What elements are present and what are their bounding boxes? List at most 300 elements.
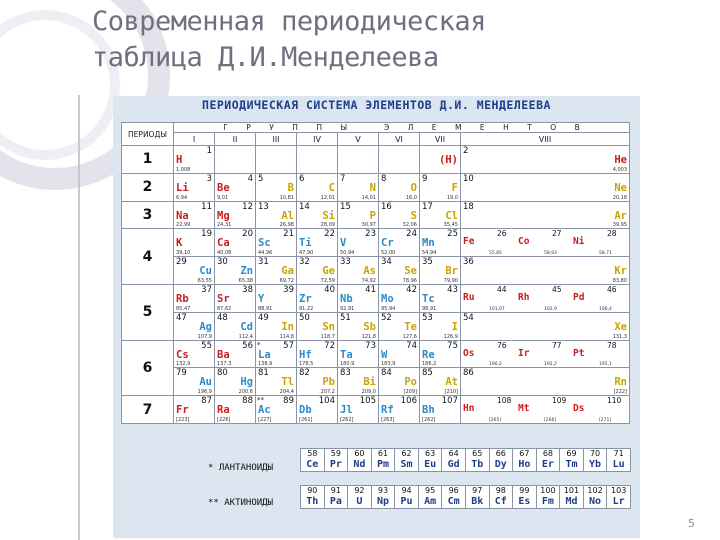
lanthanides-cell: [583, 449, 607, 472]
element-number: 17: [422, 201, 433, 212]
element-cell: [215, 257, 256, 285]
element-symbol: Sm: [400, 459, 413, 470]
element-symbol: Ar: [614, 209, 628, 222]
element-number: 95: [425, 486, 436, 495]
element-number: 86: [463, 368, 474, 379]
element-mass: [209]: [403, 389, 417, 396]
element-symbol: Cl: [445, 209, 458, 222]
element-number: 44: [497, 284, 507, 294]
element-number: 32: [299, 257, 310, 268]
element-symbol: Sc: [258, 237, 271, 250]
actinides-cell: [324, 486, 348, 509]
element-symbol: Te: [404, 320, 417, 333]
element-symbol: Cf: [494, 496, 507, 507]
element-number: 42: [406, 284, 417, 295]
element-symbol: Er: [541, 459, 554, 470]
groups-heading: [174, 123, 630, 133]
group-number-7: VII: [420, 133, 461, 146]
element-symbol: Tl: [281, 376, 294, 389]
element-cell: [461, 368, 630, 396]
element-number: 29: [176, 257, 187, 268]
element-symbol: Am: [424, 496, 437, 507]
lanthanides-cell: [536, 449, 560, 472]
lanthanides-cell: [324, 449, 348, 472]
element-cell: [297, 201, 338, 229]
element-mass: 114,8: [279, 333, 294, 340]
element-symbol: Np: [376, 496, 389, 507]
groups-heading-letter: О: [550, 123, 557, 132]
element-number: 51: [340, 312, 351, 323]
element-cell: [379, 229, 420, 257]
element-mass: [266]: [544, 417, 557, 423]
empty-cell: [297, 146, 338, 174]
element-number: 26: [497, 229, 507, 239]
element-mark: *: [257, 340, 261, 349]
element-cell: [420, 173, 461, 201]
element-number: 13: [258, 201, 269, 212]
element-number: 84: [381, 368, 392, 379]
element-cell: [256, 257, 297, 285]
element-mass: [261]: [299, 416, 313, 423]
element-number: 8: [381, 173, 387, 184]
element-cell: [379, 173, 420, 201]
element-mass: 14,01: [361, 194, 376, 201]
element-symbol: Tm: [565, 459, 578, 470]
element-number: 67: [519, 449, 530, 458]
element-mass: 54,94: [422, 250, 437, 257]
actinides-cell: [583, 486, 607, 509]
element-mass: 112,4: [238, 333, 253, 340]
group8-triad-cell: [461, 340, 630, 368]
element-number: 9: [422, 173, 428, 184]
element-number: 16: [381, 201, 392, 212]
element-symbol: Pb: [322, 376, 335, 389]
slide-title: [92, 4, 486, 76]
element-symbol: Ru: [463, 291, 475, 303]
element-number: 15: [340, 201, 351, 212]
element-symbol: Md: [565, 496, 578, 507]
element-symbol: Gd: [447, 459, 460, 470]
group-number-2: II: [215, 133, 256, 146]
group-number-4: IV: [297, 133, 338, 146]
element-number: 35: [422, 257, 433, 268]
groups-heading-letter: Т: [527, 123, 532, 132]
element-mass: 118,7: [320, 333, 335, 340]
groups-heading-letter: Р: [246, 123, 251, 132]
element-number: 39: [283, 284, 294, 295]
element-cell: [338, 284, 379, 312]
element-mass: 40,08: [217, 250, 232, 257]
periodic-table-title: ПЕРИОДИЧЕСКАЯ СИСТЕМА ЭЛЕМЕНТОВ Д.И. МЕНДЕЛЕЕВА: [202, 98, 551, 112]
element-number: 20: [242, 229, 253, 240]
groups-heading-letter: В: [574, 123, 580, 132]
element-cell: [379, 257, 420, 285]
element-number: 22: [324, 229, 335, 240]
element-number: 12: [242, 201, 253, 212]
element-mass: 19,0: [446, 194, 458, 201]
element-symbol: F: [451, 181, 458, 194]
element-symbol: Rf: [381, 404, 394, 417]
element-symbol: La: [258, 348, 271, 361]
element-mass: 79,90: [443, 277, 458, 284]
period-number-5: 5: [122, 284, 174, 340]
element-number: 89: [283, 396, 294, 407]
element-mass: 50,94: [340, 250, 355, 257]
element-symbol: Ag: [199, 320, 212, 333]
element-symbol: Cr: [381, 237, 394, 250]
element-number: 27: [552, 229, 562, 239]
actinides-cell: [348, 486, 372, 509]
element-mass: 55,85: [489, 251, 502, 257]
element-cell: [256, 396, 297, 424]
element-symbol: Bh: [422, 404, 435, 417]
element-mass: 102,9: [544, 306, 557, 312]
element-symbol: Br: [445, 265, 458, 278]
lanthanides-cell: [560, 449, 584, 472]
element-symbol: Dy: [494, 459, 507, 470]
element-symbol: Lu: [612, 459, 625, 470]
element-mass: 58,93: [544, 251, 557, 257]
element-cell: [174, 368, 215, 396]
element-cell: [174, 257, 215, 285]
element-symbol: Cm: [447, 496, 460, 507]
element-symbol: Th: [306, 496, 319, 507]
group-number-1: I: [174, 133, 215, 146]
element-symbol: Rb: [176, 292, 189, 305]
element-cell: [256, 229, 297, 257]
element-number: 72: [324, 340, 335, 351]
element-number: 91: [330, 486, 341, 495]
element-number: 47: [176, 312, 187, 323]
element-cell: [215, 396, 256, 424]
element-mass: 132,9: [176, 361, 191, 368]
element-number: 48: [217, 312, 228, 323]
groups-heading-letter: П: [316, 123, 322, 132]
decorative-vertical-line: [78, 95, 80, 540]
element-symbol: W: [381, 348, 388, 361]
element-number: 38: [242, 284, 253, 295]
element-number: 105: [359, 396, 376, 407]
element-cell: [297, 396, 338, 424]
actinides-cell: [536, 486, 560, 509]
element-symbol: Po: [404, 376, 417, 389]
element-cell: [338, 396, 379, 424]
element-cell: [297, 173, 338, 201]
element-cell: [379, 284, 420, 312]
element-number: 28: [607, 229, 617, 239]
element-number: 104: [318, 396, 335, 407]
element-mass: 192,2: [544, 362, 557, 368]
element-mass: 32,06: [402, 222, 417, 229]
element-cell: [379, 368, 420, 396]
element-cell: [174, 173, 215, 201]
lanthanides-cell: [442, 449, 466, 472]
element-mass: 39,95: [612, 222, 628, 229]
element-symbol: As: [363, 265, 376, 278]
element-cell: [379, 340, 420, 368]
period-number-7: 7: [122, 396, 174, 424]
element-number: 40: [324, 284, 335, 295]
groups-heading-letter: Л: [407, 123, 414, 132]
groups-heading-letter: Э: [383, 123, 390, 132]
element-mass: 106,4: [599, 306, 612, 312]
element-symbol: U: [356, 496, 363, 507]
element-number: 92: [354, 486, 365, 495]
element-symbol: Zn: [240, 265, 253, 278]
element-number: 99: [519, 486, 530, 495]
element-cell: [297, 368, 338, 396]
element-number: 41: [365, 284, 376, 295]
actinides-cell: [418, 486, 442, 509]
element-number: 97: [472, 486, 483, 495]
element-symbol: Cu: [199, 265, 212, 278]
lanthanides-cell: [348, 449, 372, 472]
element-number: 49: [258, 312, 269, 323]
group-number-8: VIII: [461, 133, 630, 146]
element-symbol: Rn: [614, 376, 628, 389]
element-number: 46: [607, 284, 617, 294]
element-symbol: Pm: [376, 459, 389, 470]
element-cell: [297, 257, 338, 285]
empty-cell: [256, 146, 297, 174]
element-mass: 107,9: [197, 333, 212, 340]
element-cell: [215, 340, 256, 368]
element-symbol: K: [176, 237, 183, 250]
element-number: 65: [472, 449, 483, 458]
element-number: 74: [406, 340, 417, 351]
element-mass: 16,0: [405, 194, 417, 201]
element-mass: 47,90: [299, 250, 314, 257]
actinides-cell: [489, 486, 513, 509]
element-cell: [174, 312, 215, 340]
actinides-label: ** АКТИНОИДЫ: [208, 498, 274, 508]
element-number: 59: [330, 449, 341, 458]
element-symbol: Db: [299, 404, 312, 417]
element-symbol: At: [445, 376, 458, 389]
element-symbol: In: [281, 320, 294, 333]
element-mass: 126,9: [443, 333, 458, 340]
element-symbol: Ge: [322, 265, 335, 278]
element-number: 93: [377, 486, 389, 495]
element-symbol: Si: [322, 209, 335, 222]
element-symbol: Nb: [340, 292, 353, 305]
element-number: 109: [552, 396, 567, 406]
actinides-cell: [560, 486, 584, 509]
element-number: 103: [611, 486, 627, 495]
element-number: 101: [563, 486, 580, 495]
element-cell: [215, 284, 256, 312]
element-symbol: Nd: [353, 459, 366, 470]
element-cell: [338, 201, 379, 229]
element-symbol: Jl: [340, 404, 353, 417]
lanthanides-cell: [418, 449, 442, 472]
lanthanides-table: [300, 448, 631, 472]
element-number: 50: [299, 312, 310, 323]
element-mass: 39,10: [176, 250, 191, 257]
element-number: 31: [258, 257, 269, 268]
element-mass: 91,22: [299, 305, 314, 312]
element-mass: 101,07: [489, 306, 505, 312]
element-symbol: Bi: [363, 376, 376, 389]
element-symbol: Lr: [612, 496, 625, 507]
element-symbol: N: [369, 181, 376, 194]
element-number: 61: [377, 449, 389, 458]
element-mass: 12,01: [320, 194, 335, 201]
element-symbol: Ra: [217, 404, 230, 417]
element-cell: [379, 396, 420, 424]
element-cell: [420, 340, 461, 368]
element-symbol: Ne: [614, 181, 628, 194]
element-number: 110: [607, 396, 622, 406]
actinides-cell: [301, 486, 325, 509]
element-mass: 92,91: [340, 305, 355, 312]
element-symbol: Cd: [240, 320, 253, 333]
element-number: 87: [201, 396, 212, 407]
group8-triad-cell: [461, 396, 630, 424]
element-number: 68: [542, 449, 553, 458]
group8-triad-cell: [461, 284, 630, 312]
period-number-3: 3: [122, 201, 174, 229]
element-mass: 28,09: [320, 222, 335, 229]
element-symbol: Ir: [518, 347, 530, 359]
element-mass: 121,8: [361, 333, 376, 340]
element-cell: [256, 340, 297, 368]
group8-triad-cell: [461, 229, 630, 257]
element-symbol: Pt: [573, 347, 585, 359]
element-cell: [461, 173, 630, 201]
slide-title-line1: Современная периодическая: [92, 6, 486, 37]
element-mass: 180,9: [340, 361, 355, 368]
element-number: 70: [589, 449, 601, 458]
element-mass: 207,2: [320, 389, 335, 396]
element-mass: 131,3: [612, 333, 628, 340]
groups-heading-text: [174, 123, 629, 132]
element-mass: 178,5: [299, 361, 314, 368]
element-number: 55: [201, 340, 212, 351]
element-mass: [227]: [258, 416, 272, 423]
groups-heading-letter: П: [292, 123, 298, 132]
element-number: 10: [463, 173, 474, 184]
element-cell: [215, 229, 256, 257]
element-mass: 87,62: [217, 305, 232, 312]
element-mass: 78,96: [402, 277, 417, 284]
element-mass: 127,6: [402, 333, 417, 340]
element-symbol: Ca: [217, 237, 230, 250]
element-symbol: Ho: [518, 459, 531, 470]
element-cell: [174, 396, 215, 424]
element-mass: 85,47: [176, 305, 191, 312]
element-symbol: Y: [258, 292, 265, 305]
element-number: 19: [201, 229, 212, 240]
element-number: 64: [448, 449, 459, 458]
element-symbol: Au: [199, 376, 212, 389]
element-symbol: Ba: [217, 348, 230, 361]
element-number: 36: [463, 257, 474, 268]
element-symbol: H: [176, 154, 183, 166]
group-number-5: V: [338, 133, 379, 146]
element-symbol: Zr: [299, 292, 312, 305]
element-cell: [297, 312, 338, 340]
element-mass: 58,71: [599, 251, 612, 257]
element-number: 107: [441, 396, 458, 407]
element-symbol: No: [589, 496, 602, 507]
element-symbol: Li: [176, 181, 189, 194]
element-mass: 83,80: [612, 277, 628, 284]
element-number: 82: [299, 368, 310, 379]
element-mass: 20,18: [612, 194, 628, 201]
element-mass: 4,003: [612, 166, 628, 173]
element-number: 3: [206, 173, 212, 184]
element-symbol: Pr: [329, 459, 342, 470]
element-symbol: Tb: [471, 459, 484, 470]
element-number: 79: [176, 368, 187, 379]
element-mass: 72,59: [320, 277, 335, 284]
element-cell: [420, 312, 461, 340]
element-number: 56: [242, 340, 253, 351]
empty-cell: [338, 146, 379, 174]
element-symbol: Re: [422, 348, 435, 361]
element-mass: [265]: [489, 417, 502, 423]
element-number: 106: [400, 396, 417, 407]
element-symbol: O: [410, 181, 417, 194]
element-symbol: Ga: [281, 265, 294, 278]
groups-heading-letter: Г: [223, 123, 228, 132]
element-mass: [226]: [217, 416, 231, 423]
lanthanides-cell: [513, 449, 537, 472]
element-mass: [262]: [422, 416, 436, 423]
element-cell: [215, 201, 256, 229]
element-mass: 26,98: [279, 222, 294, 229]
element-symbol: Ti: [299, 237, 312, 250]
element-symbol: Co: [518, 236, 530, 248]
element-mass: 52,00: [381, 250, 396, 257]
element-cell: [338, 173, 379, 201]
element-symbol: Fe: [463, 236, 475, 248]
element-mass: 137,3: [217, 361, 232, 368]
element-mass: [271]: [599, 417, 612, 423]
element-number: 11: [201, 201, 212, 212]
element-cell: [215, 173, 256, 201]
element-number: 45: [552, 284, 562, 294]
element-cell: [379, 312, 420, 340]
element-symbol: Hg: [240, 376, 253, 389]
element-number: 71: [613, 449, 624, 458]
groups-heading-letter: М: [454, 123, 462, 132]
element-cell: [338, 257, 379, 285]
element-cell: [215, 368, 256, 396]
element-number: 69: [566, 449, 577, 458]
slide-number: 5: [688, 517, 695, 530]
element-number: 90: [307, 486, 318, 495]
element-mass: [210]: [444, 389, 458, 396]
element-mass: 74,92: [361, 277, 376, 284]
element-number: 54: [463, 312, 474, 323]
element-symbol: Be: [217, 181, 230, 194]
element-cell: [256, 201, 297, 229]
element-cell: [338, 368, 379, 396]
lanthanides-cell: [465, 449, 489, 472]
element-number: 14: [299, 201, 310, 212]
element-cell: [338, 340, 379, 368]
element-mass: 30,97: [361, 222, 376, 229]
element-symbol: Hn: [463, 403, 475, 415]
periods-label: ПЕРИОДЫ: [122, 123, 174, 146]
period-number-2: 2: [122, 173, 174, 201]
element-number: 1: [206, 146, 212, 156]
element-symbol: Rh: [518, 291, 530, 303]
element-number: 23: [365, 229, 376, 240]
element-symbol: Ni: [573, 236, 585, 248]
